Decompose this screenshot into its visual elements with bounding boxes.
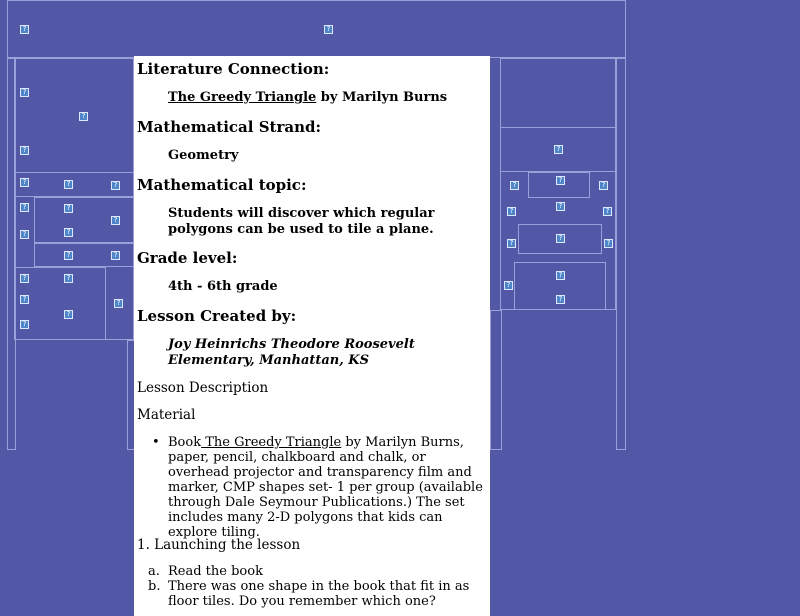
topic-value: Students will discover which regular polygons can be used to tile a plane. (168, 206, 435, 237)
literature-value (168, 90, 468, 106)
broken-image-icon: ? (20, 295, 29, 304)
material-label: Material (137, 407, 196, 423)
broken-image-icon: ? (556, 176, 565, 185)
created-heading: Lesson Created by: (137, 307, 297, 325)
step-marker: b. (148, 579, 161, 594)
created-value: Joy Heinrichs Theodore Roosevelt Elementary, Manhattan, KS (168, 337, 415, 368)
broken-image-icon: ? (20, 274, 29, 283)
broken-image-icon: ? (510, 181, 519, 190)
broken-image-icon: ? (599, 181, 608, 190)
right-column-frame (616, 58, 626, 450)
broken-image-icon: ? (324, 25, 333, 34)
broken-image-icon: ? (111, 216, 120, 225)
broken-image-icon: ? (507, 207, 516, 216)
broken-image-icon: ? (20, 146, 29, 155)
broken-image-icon: ? (504, 281, 513, 290)
bullet: • (152, 435, 160, 450)
topic-heading: Mathematical topic: (137, 176, 307, 194)
book-author: by Marilyn Burns (316, 90, 448, 105)
broken-image-icon: ? (64, 228, 73, 237)
step1-label: 1. Launching the lesson (137, 537, 301, 553)
broken-image-icon: ? (20, 25, 29, 34)
broken-image-icon: ? (79, 112, 88, 121)
broken-image-icon: ? (556, 295, 565, 304)
broken-image-icon: ? (507, 239, 516, 248)
broken-image-icon: ? (64, 204, 73, 213)
strand-heading: Mathematical Strand: (137, 118, 322, 136)
broken-image-icon: ? (603, 207, 612, 216)
broken-image-icon: ? (556, 234, 565, 243)
broken-image-icon: ? (64, 310, 73, 319)
broken-image-icon: ? (64, 180, 73, 189)
broken-image-icon: ? (111, 251, 120, 260)
step-text: There was one shape in the book that fit in as floor tiles. Do you remember which one? (168, 579, 470, 609)
material-rest: by Marilyn Burns, paper, pencil, chalkboard and chalk, or overhead projector and transparency film and marker, CMP shapes set- 1 per group (available through Dale Seymour Publications.) The set includes many 2-D polygons that kids can explore tiling. (168, 435, 483, 540)
broken-image-icon: ? (20, 320, 29, 329)
literature-heading: Literature Connection: (137, 60, 330, 78)
broken-image-icon: ? (111, 181, 120, 190)
broken-image-icon: ? (604, 239, 613, 248)
material-item (168, 435, 488, 540)
material-book-link[interactable]: The Greedy Triangle (201, 435, 342, 450)
grade-value: 4th - 6th grade (168, 279, 278, 294)
step-marker: a. (148, 564, 160, 579)
strand-value: Geometry (168, 148, 239, 163)
broken-image-icon: ? (20, 203, 29, 212)
grade-heading: Grade level: (137, 249, 238, 267)
broken-image-icon: ? (20, 230, 29, 239)
broken-image-icon: ? (20, 178, 29, 187)
top-banner-frame (7, 0, 626, 58)
description-label: Lesson Description (137, 380, 269, 396)
broken-image-icon: ? (556, 271, 565, 280)
broken-image-icon: ? (556, 202, 565, 211)
broken-image-icon: ? (64, 251, 73, 260)
broken-image-icon: ? (114, 299, 123, 308)
broken-image-icon: ? (20, 88, 29, 97)
book-title-link[interactable]: The Greedy Triangle (168, 90, 317, 105)
lesson-content (134, 56, 490, 616)
step-text: Read the book (168, 564, 263, 579)
broken-image-icon: ? (554, 145, 563, 154)
broken-image-icon: ? (64, 274, 73, 283)
right-lower-frame (490, 310, 502, 450)
material-prefix: Book (168, 435, 202, 450)
